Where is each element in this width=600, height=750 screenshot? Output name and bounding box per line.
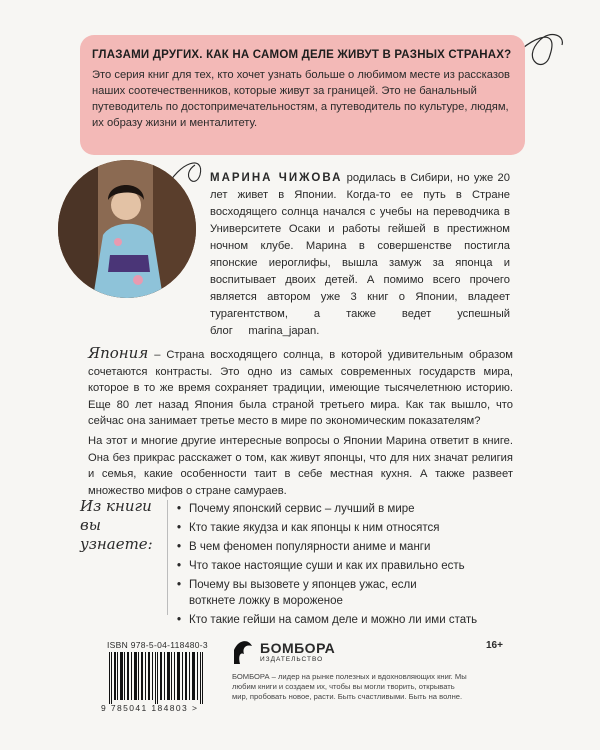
list-item-text: Кто такие якудза и как японцы к ним относятся <box>189 522 440 534</box>
list-item-text: Что такое настоящие суши и как их правильно есть <box>189 560 465 572</box>
learn-label: Из книги вы узнаете: <box>80 497 153 553</box>
japan-paragraph <box>88 345 513 430</box>
list-item-text: В чем феномен популярности аниме и манги <box>189 541 431 553</box>
author-name: МАРИНА ЧИЖОВА <box>210 172 343 184</box>
list-item <box>177 612 477 628</box>
learn-list <box>177 501 477 631</box>
list-item-text: Почему японский сервис – лучший в мире <box>189 503 415 515</box>
age-rating: 16+ <box>486 640 503 651</box>
author-bio <box>210 170 510 340</box>
list-item <box>177 501 477 517</box>
book-description: На этот и многие другие интересные вопросы о Японии Марина ответит в книге. Она без прикрас расскажет о том, как живут японцы, что для них значат религия и семья, какие особенности таит в себе местная кухня. А также развеет множество мифов о стране самураев. <box>88 435 513 497</box>
list-item <box>177 539 477 555</box>
bullet-icon: • <box>177 560 182 572</box>
bullet-icon: • <box>177 503 182 515</box>
author-blog: marina_japan. <box>248 325 320 337</box>
bullet-icon: • <box>177 579 182 591</box>
bullet-icon: • <box>177 614 182 626</box>
bullet-icon: • <box>177 522 182 534</box>
list-item-text: Почему вы вызовете у японцев ужас, если воткнете ложку в мороженое <box>189 579 417 607</box>
publisher-sub: ИЗДАТЕЛЬСТВО <box>260 655 324 663</box>
series-box <box>80 35 525 155</box>
list-item <box>177 577 447 609</box>
publisher-name: БОМБОРА <box>260 639 336 656</box>
author-photo <box>58 160 196 298</box>
list-item <box>177 558 477 574</box>
japan-word: Япония <box>88 344 149 362</box>
publisher-text: БОМБОРА – лидер на рынке полезных и вдохновляющих книг. Мы любим книги и создаем их, чтобы вы могли творить, открывать мир, пробовать новое, расти. Быть счастливыми. Быть на волне. <box>232 672 467 701</box>
japan-text: – Страна восходящего солнца, в которой удивительным образом сочетаются контрасты. Это одно из самых современных государств мира, которое в то же время сохраняет традиции, имеющие тысячелетнюю историю. Еще 80 лет назад Япония была страной третьего мира. Как так вышло, что сейчас она занимает третье место в мире по экономическим показателям? <box>88 349 513 427</box>
barcode <box>107 652 207 704</box>
publisher-logo <box>232 636 335 666</box>
list-item-text: Кто такие гейши на самом деле и можно ли ими стать <box>189 614 478 626</box>
wave-icon <box>232 636 254 666</box>
series-description: Это серия книг для тех, кто хочет узнать больше о любимом месте из рассказов наших соотечественников, которые живут за границей. Это не банальный путеводитель по достопримечательностям, а путеводитель по культуре, людям, их образу жизни и менталитету. <box>92 69 511 129</box>
divider <box>167 500 168 615</box>
barcode-number: 9 785041 184803 > <box>101 703 199 713</box>
isbn-text: ISBN 978-5-04-118480-3 <box>107 640 208 650</box>
list-item <box>177 520 477 536</box>
series-title: ГЛАЗАМИ ДРУГИХ. КАК НА САМОМ ДЕЛЕ ЖИВУТ В РАЗНЫХ СТРАНАХ? <box>92 49 512 61</box>
author-bio-text: родилась в Сибири, но уже 20 лет живет в Японии. Когда-то ее путь в Стране восходящего солнца начался с учебы на переводчика в Университете Осаки и работы гейшей в престижном ночном клубе. Марина в совершенстве постигла японские иероглифы, вышла замуж за японца и воспитывает двоих детей. А помимо всего прочего является автором уже 3 книг о Японии, владеет турагентством, а также ведет успешный блог <box>210 172 510 337</box>
bullet-icon: • <box>177 541 182 553</box>
